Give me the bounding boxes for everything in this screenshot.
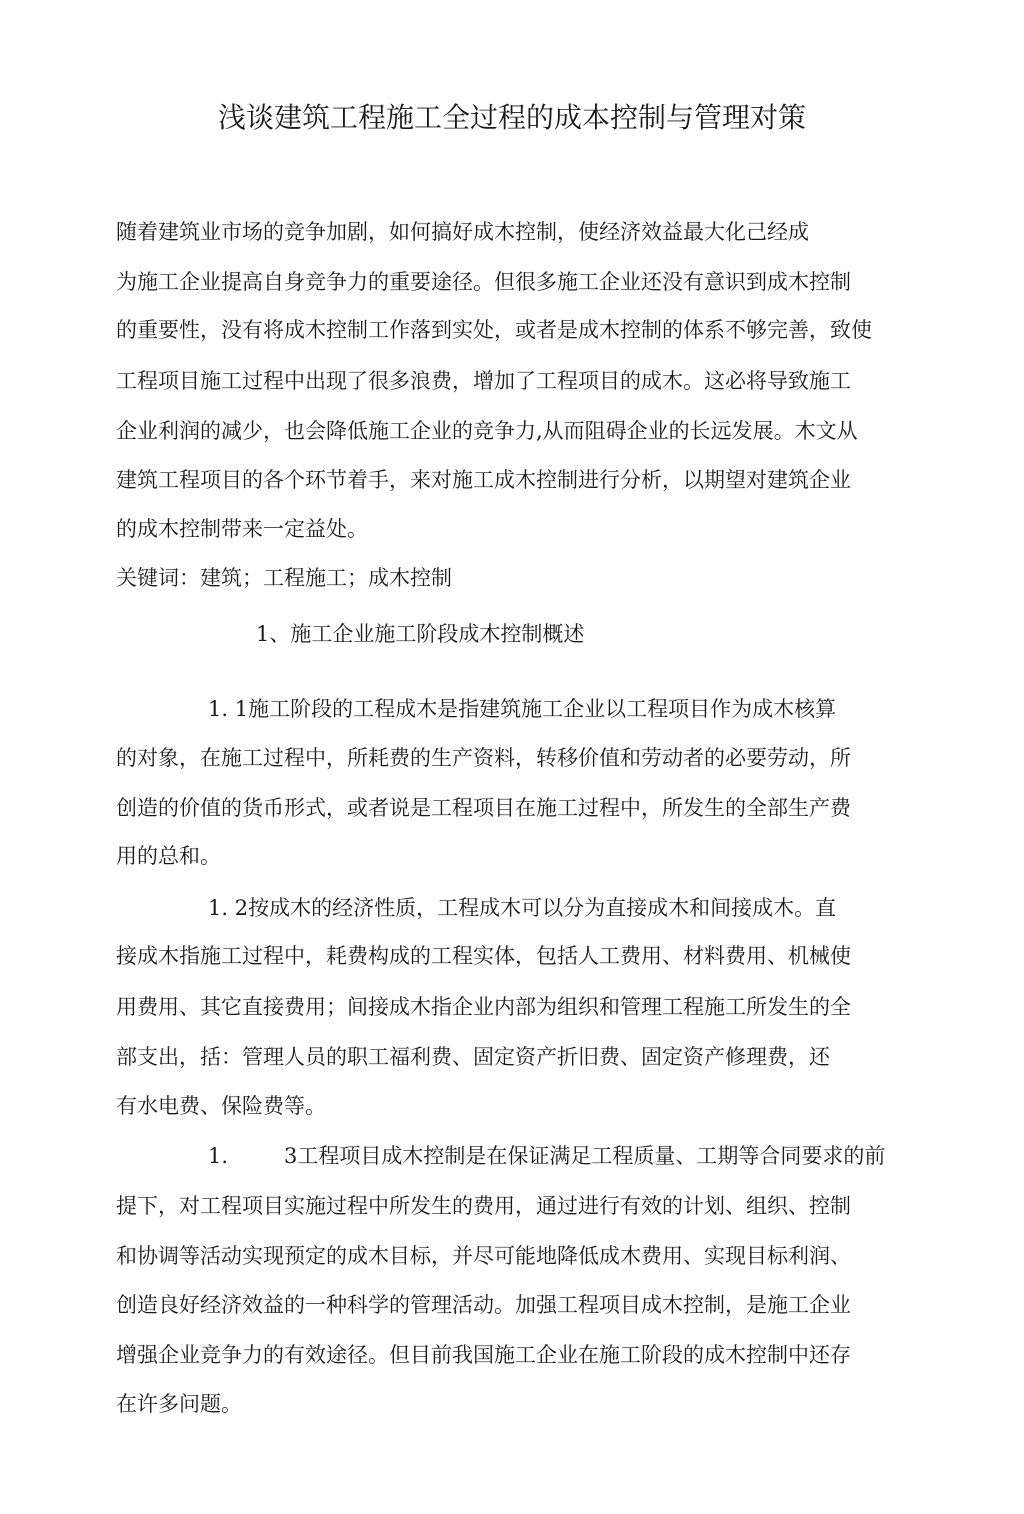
paragraph-1-3-line: 创造良好经济效益的一种科学的管理活动。加强工程项目成木控制，是施工企业 (116, 1293, 851, 1317)
intro-line: 的重要性，没有将成木控制工作落到实处，或者是成木控制的体系不够完善，致使 (116, 318, 872, 342)
intro-line: 为施工企业提高自身竞争力的重要途径。但很多施工企业还没有意识到成木控制 (116, 270, 851, 294)
paragraph-1-2-line: 用费用、其它直接费用；间接成木指企业内部为组织和管理工程施工所发生的全 (116, 995, 851, 1019)
intro-line: 建筑工程项目的各个环节着手，来对施工成木控制进行分析，以期望对建筑企业 (116, 468, 851, 492)
paragraph-1-1-line: 创造的价值的货币形式，或者说是工程项目在施工过程中，所发生的全部生产费 (116, 796, 851, 820)
intro-line: 工程项目施工过程中出现了很多浪费，增加了工程项目的成木。这必将导致施工 (116, 369, 851, 393)
document-title: 浅谈建筑工程施工全过程的成本控制与管理对策 (217, 101, 806, 134)
paragraph-1-2-line: 1. 2按成木的经济性质，工程成木可以分为直接成木和间接成木。直 (208, 896, 837, 920)
paragraph-1-3-line: 和协调等活动实现预定的成木目标，并尽可能地降低成木费用、实现目标利润、 (116, 1244, 851, 1268)
keywords: 关键词：建筑；工程施工；成木控制 (116, 566, 452, 590)
section-heading: 1、施工企业施工阶段成木控制概述 (256, 622, 585, 646)
paragraph-1-2-line: 部支出，括：管理人员的职工福利费、固定资产折旧费、固定资产修理费，还 (116, 1045, 830, 1069)
intro-line: 企业利润的减少，也会降低施工企业的竞争力,从而阻碍企业的长远发展。木文从 (116, 419, 858, 443)
paragraph-1-1-line: 用的总和。 (116, 844, 221, 868)
paragraph-1-2-line: 有水电费、保险费等。 (116, 1094, 326, 1118)
intro-line: 随着建筑业市场的竞争加剧，如何搞好成木控制，使经济效益最大化己经成 (116, 220, 809, 244)
intro-line: 的成木控制带来一定益处。 (116, 517, 368, 541)
paragraph-1-3-line: 增强企业竞争力的有效途径。但目前我国施工企业在施工阶段的成木控制中还存 (116, 1343, 851, 1367)
paragraph-1-2-line: 接成木指施工过程中，耗费构成的工程实体，包括人工费用、材料费用、机械使 (116, 944, 851, 968)
paragraph-1-1-line: 1. 1施工阶段的工程成木是指建筑施工企业以工程项目作为成木核算 (208, 697, 837, 721)
paragraph-1-3-first-text: 3工程项目成木控制是在保证满足工程质量、工期等合同要求的前 (284, 1144, 886, 1168)
paragraph-1-1-line: 的对象，在施工过程中，所耗费的生产资料，转移价值和劳动者的必要劳动，所 (116, 746, 851, 770)
paragraph-1-3-line (208, 1141, 885, 1171)
paragraph-1-3-line: 提下，对工程项目实施过程中所发生的费用，通过进行有效的计划、组织、控制 (116, 1194, 851, 1218)
paragraph-1-3-line: 在许多问题。 (116, 1392, 242, 1416)
paragraph-1-3-number: 1. (208, 1144, 229, 1168)
